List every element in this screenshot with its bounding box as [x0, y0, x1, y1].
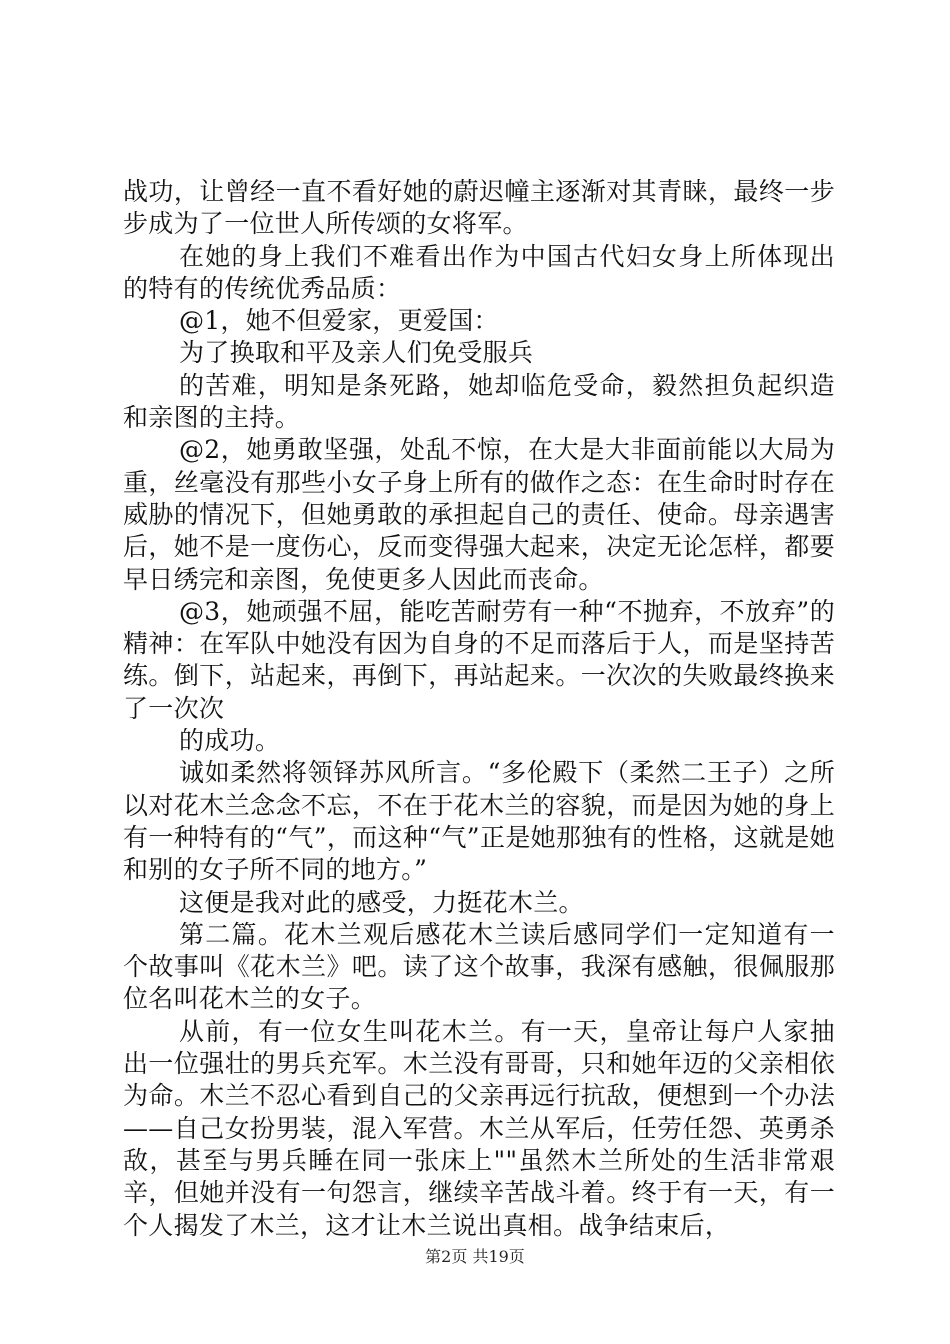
paragraph-9: 诚如柔然将领铎苏风所言。“多伦殿下（柔然二王子）之所以对花木兰念念不忘，不在于花木兰的容貌，而是因为她的身上有一种特有的“气”，而这种“气”正是她那独有的性格，这就是她和别的女子所不同的地方。” — [123, 758, 835, 885]
paragraph-8: 的成功。 — [179, 726, 281, 756]
paragraph-3: @1，她不但爱家，更爱国： — [179, 306, 499, 336]
paragraph-12: 从前，有一位女生叫花木兰。有一天，皇帝让每户人家抽出一位强壮的男兵充军。木兰没有哥哥，只和她年迈的父亲相依为命。木兰不忍心看到自己的父亲再远行抗敌，便想到一个办法——自己女扮男装，混入军营。木兰从军后，任劳任怨、英勇杀敌，甚至与男兵睡在同一张床上""虽然木兰所处的生活非常艰辛，但她并没有一句怨言，继续辛苦战斗着。终于有一天，有一个人揭发了木兰，这才让木兰说出真相。战争结束后， — [123, 1016, 835, 1240]
paragraph-4: 为了换取和平及亲人们免受服兵 — [179, 338, 534, 368]
page-footer: 第2页 共19页 — [425, 1247, 525, 1266]
paragraph-2: 在她的身上我们不难看出作为中国古代妇女身上所体现出的特有的传统优秀品质： — [123, 241, 835, 303]
paragraph-7: @3，她顽强不屈，能吃苦耐劳有一种“不抛弃，不放弃”的精神：在军队中她没有因为自身的不足而落后于人，而是坚持苦练。倒下，站起来，再倒下，再站起来。一次次的失败最终换来了一次次 — [123, 596, 835, 723]
document-body — [123, 176, 835, 1242]
paragraph-5: 的苦难，明知是条死路，她却临危受命，毅然担负起织造和亲图的主持。 — [123, 370, 835, 433]
paragraph-11: 第二篇。花木兰观后感花木兰读后感同学们一定知道有一个故事叫《花木兰》吧。读了这个故事，我深有感触，很佩服那位名叫花木兰的女子。 — [123, 919, 835, 1014]
paragraph-1: 战功，让曾经一直不看好她的蔚迟幢主逐渐对其青睐，最终一步步成为了一位世人所传颂的女将军。 — [123, 177, 835, 239]
paragraph-10: 这便是我对此的感受，力挺花木兰。 — [179, 887, 584, 917]
paragraph-6: @2，她勇敢坚强，处乱不惊，在大是大非面前能以大局为重，丝毫没有那些小女子身上所有的做作之态：在生命时时存在威胁的情况下，但她勇敢的承担起自己的责任、使命。母亲遇害后，她不是一度伤心，反而变得强大起来，决定无论怎样，都要早日绣完和亲图，免使更多人因此而丧命。 — [123, 435, 835, 594]
